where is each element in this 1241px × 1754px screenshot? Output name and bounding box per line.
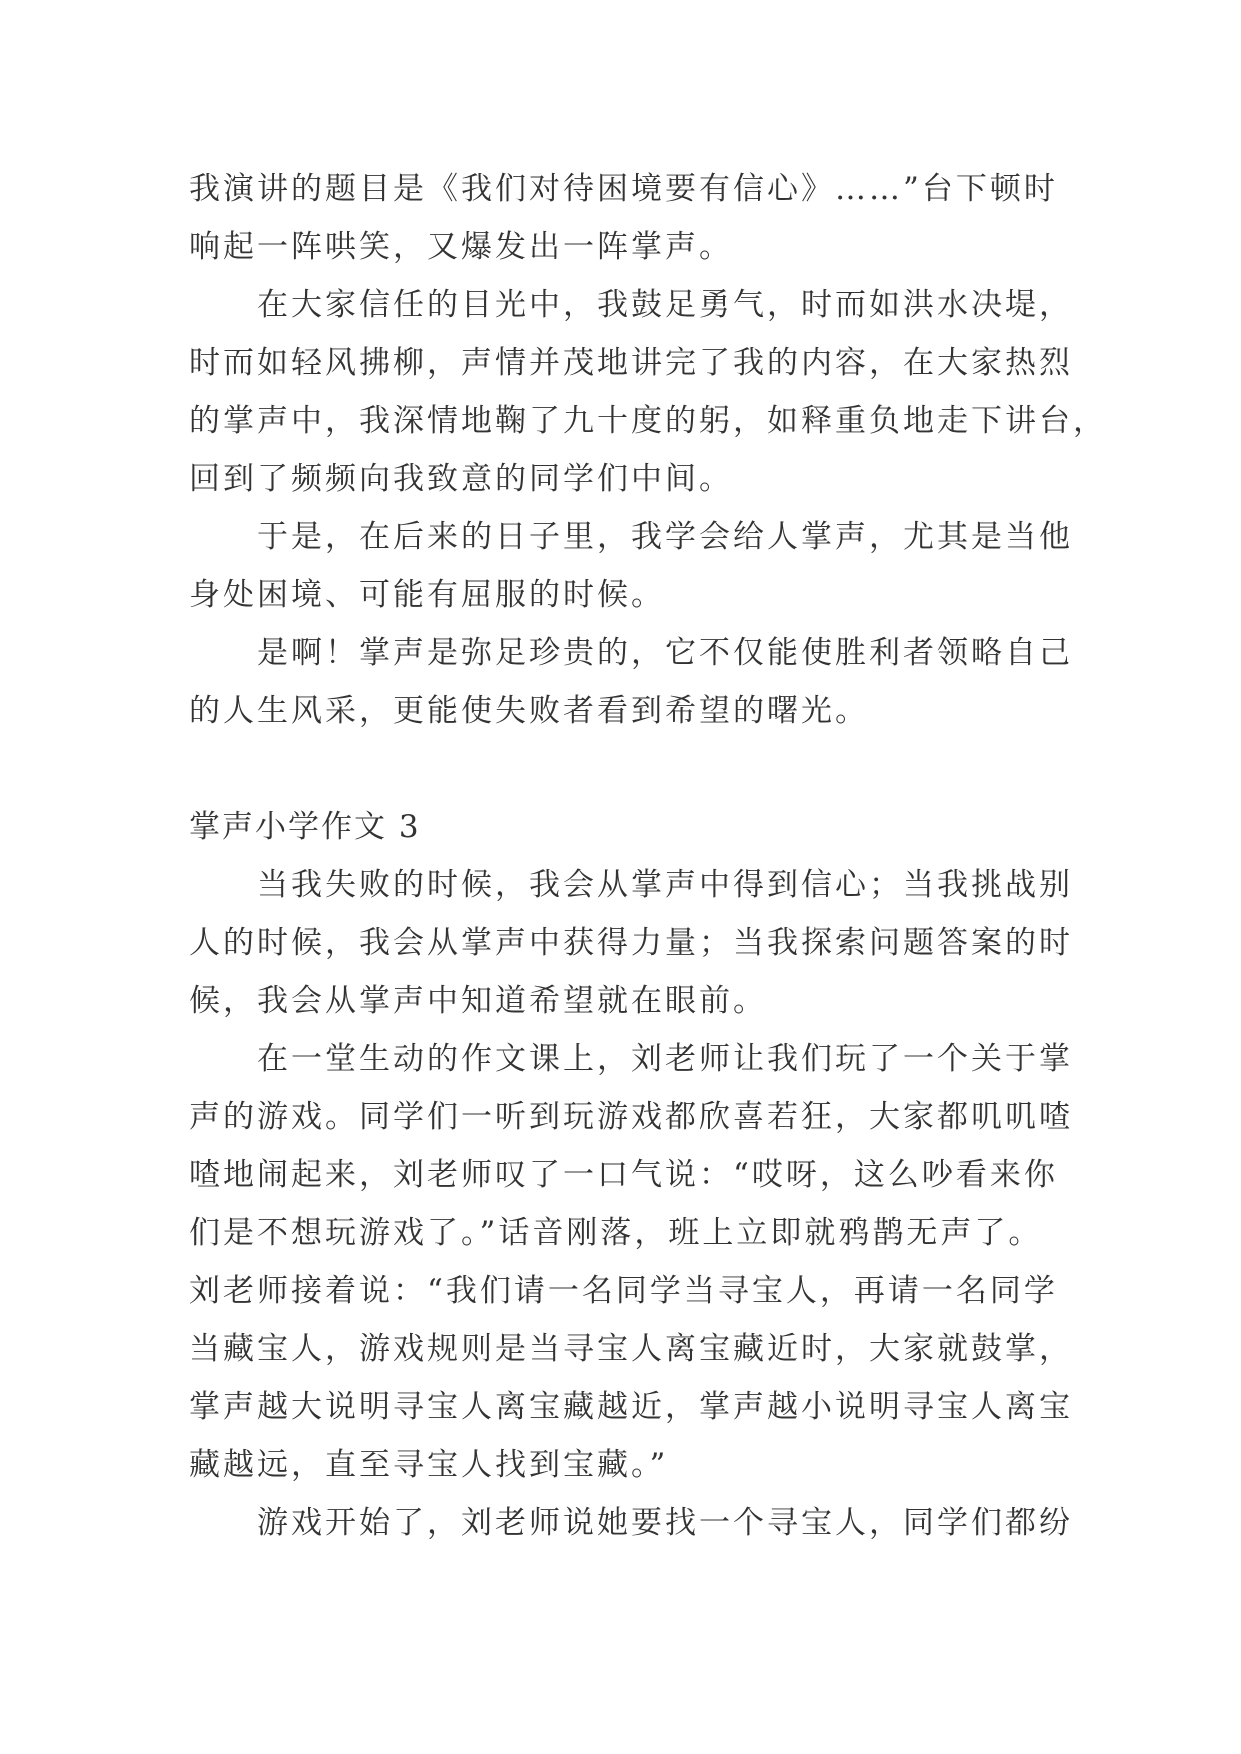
paragraph xyxy=(189,856,1073,1030)
text-line: 人的时候，我会从掌声中获得力量；当我探索问题答案的时 xyxy=(189,925,1073,961)
paragraph xyxy=(189,624,1073,740)
text-line: 藏越远，直至寻宝人找到宝藏。” xyxy=(189,1447,669,1483)
text-line: 是啊！掌声是弥足珍贵的，它不仅能使胜利者领略自己 xyxy=(257,635,1073,671)
text-line: 身处困境、可能有屈服的时候。 xyxy=(189,577,665,613)
text-line: 掌声越大说明寻宝人离宝藏越近，掌声越小说明寻宝人离宝 xyxy=(189,1389,1073,1425)
text-line: 候，我会从掌声中知道希望就在眼前。 xyxy=(189,983,767,1019)
text-line: 于是，在后来的日子里，我学会给人掌声，尤其是当他 xyxy=(257,519,1073,555)
document-page xyxy=(189,160,1107,1552)
paragraph xyxy=(189,508,1073,624)
text-line: 声的游戏。同学们一听到玩游戏都欣喜若狂，大家都叽叽喳 xyxy=(189,1099,1073,1135)
text-line: 喳地闹起来，刘老师叹了一口气说：“哎呀，这么吵看来你 xyxy=(189,1157,1058,1193)
text-line: 当我失败的时候，我会从掌声中得到信心；当我挑战别 xyxy=(257,867,1073,903)
text-line: 的人生风采，更能使失败者看到希望的曙光。 xyxy=(189,693,869,729)
text-line: 我演讲的题目是《我们对待困境要有信心》……”台下顿时 xyxy=(189,171,1058,207)
text-line: 游戏开始了，刘老师说她要找一个寻宝人，同学们都纷 xyxy=(257,1505,1073,1541)
text-line: 在一堂生动的作文课上，刘老师让我们玩了一个关于掌 xyxy=(257,1041,1073,1077)
essay-body-part-1 xyxy=(189,160,1107,740)
text-line: 刘老师接着说：“我们请一名同学当寻宝人，再请一名同学 xyxy=(189,1273,1058,1309)
text-line: 在大家信任的目光中，我鼓足勇气，时而如洪水决堤， xyxy=(257,287,1073,323)
text-line: 响起一阵哄笑，又爆发出一阵掌声。 xyxy=(189,229,733,265)
section-title: 掌声小学作文 3 xyxy=(189,809,421,845)
text-line: 的掌声中，我深情地鞠了九十度的躬，如释重负地走下讲台， xyxy=(189,403,1107,439)
paragraph xyxy=(189,1494,1073,1552)
paragraph xyxy=(189,276,1107,508)
text-line: 回到了频频向我致意的同学们中间。 xyxy=(189,461,733,497)
paragraph xyxy=(189,1030,1073,1494)
essay-body-part-2 xyxy=(189,856,1073,1552)
paragraph xyxy=(189,160,1059,276)
section-gap xyxy=(189,740,1059,798)
text-line: 们是不想玩游戏了。”话音刚落，班上立即就鸦鹊无声了。 xyxy=(189,1215,1043,1251)
text-line: 当藏宝人，游戏规则是当寻宝人离宝藏近时，大家就鼓掌， xyxy=(189,1331,1073,1367)
text-line: 时而如轻风拂柳，声情并茂地讲完了我的内容，在大家热烈 xyxy=(189,345,1073,381)
